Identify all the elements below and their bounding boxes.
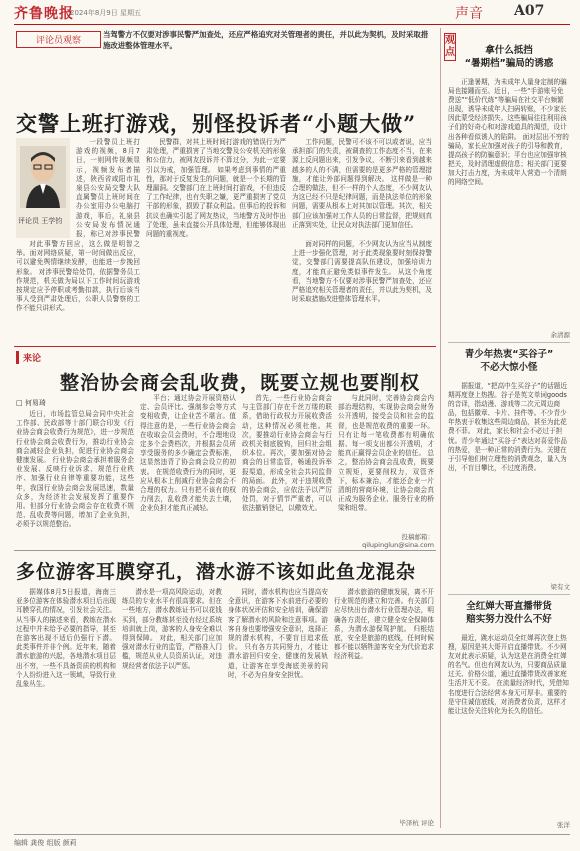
right2-author: 梁有文 xyxy=(550,583,570,591)
third-author: 毕泽杭 评论 xyxy=(399,819,434,827)
second-col2: 平台；通过协会开展资格认定、会员评比、强制参会等方式变相收费，让企业苦不堪言。值得注意的是，一些行业协会商会在收取会员会费时，不合理地设定多个会费档次，并根据会员所享受服务的多少确定会费标准，这显然违背了协会商会设立的初衷。 在规范收费行为的同时，更应从根本上削减行业协会商会不合理的权力。只有把不该有的权力削去，乱收费才能失去土壤，企业负担才能真正减轻。 xyxy=(140,394,236,513)
pen-icon: □ xyxy=(16,399,23,407)
section-rule-2 xyxy=(14,550,436,551)
second-author: 何易琦 xyxy=(24,399,46,407)
third-col2: 潜水是一项高风险运动，对教练员的专业水平有很高要求。但在一些地方，潜水教练证书可以花钱买到，部分教练甚至没有经过系统培训就上岗，游客的人身安全难以得到保障。 对此，相关部门应加强对潜水行业的监管，严格准入门槛，规范从业人员资质认证，对违规经营者依法予以严惩。 xyxy=(122,588,222,670)
author-box xyxy=(16,138,70,238)
viewpoint-tag: 观点 xyxy=(444,33,456,61)
column-tag-label: 评论员观察 xyxy=(35,36,81,46)
third-headline: 多位游客耳膜穿孔，潜水游不该如此鱼龙混杂 xyxy=(16,561,417,583)
section-rule xyxy=(14,346,436,347)
lead-byline xyxy=(18,216,70,226)
third-col4: 潜水旅游的健康发展，离不开行业规范的建立和完善。有关部门应尽快出台潜水行业管理办法，明确各方责任，建立健全安全保障体系，为潜水游保驾护航。 归根结底，安全是旅游的底线，任何时候都不能以牺牲游客安全为代价追求经济利益。 xyxy=(334,588,434,661)
second-col4: 与此同时，完善协会商会内部治理结构，实现协会商会财务公开透明，接受会员和社会的监督，也是规范收费的重要一环。只有让每一笔收费都有明确依据、每一项支出都公开透明，才能真正赢得会员企业的信任。 总之，整治协会商会乱收费，既要立规矩，更要削权力，双管齐下，标本兼治，才能还企业一片清朗的营商环境，让协会商会真正成为服务企业、服务行业的桥梁和纽带。 xyxy=(338,394,434,513)
section-name: 声音 xyxy=(455,6,483,22)
right2-title xyxy=(448,348,570,374)
right1-body: 正逢暑期，为未成年人量身定制的骗局也接踵而至。近日，一些“手游账号免费送”“低价代练”等骗局在社交平台频繁出现，诱导未成年人扫码转账，不少家长因此蒙受经济损失。这些骗局往往利用孩子们的好奇心和对游戏道具的渴望，设计出各种看似诱人的陷阱。 面对层出不穷的骗局，家长应加强对孩子的引导和教育，提高孩子的防骗意识；平台也应加强审核把关，及时清理虚假信息；相关部门更要加大打击力度，为未成年人营造一个清朗的网络空间。 xyxy=(448,78,569,187)
byline-author: 王学钧 xyxy=(41,217,63,225)
second-col1: 近日，市场监管总局会同中央社会工作部、民政部等十部门联合印发《行业协会商会收费行为规范》，进一步规范行业协会商会收费行为，推动行业协会商会减轻企业负担，促进行业协会商会健康发展。 行业协会商会承担着服务企业发展、反映行业诉求、规范行业秩序、加强行业自律等重要功能，这些年，我国行业协会商会发展迅速，数量众多，为经济社会发展发挥了重要作用。但部分行业协会商会存在收费不规范、乱收费等问题，增加了企业负担，必须予以规范整治。 xyxy=(16,410,134,529)
header-rule xyxy=(14,24,570,25)
lead-col2: 民警群，对其上班时间打游戏的错误行为严肃处理，严重损害了当地交警及公安机关的形象和公信力，被网友投诉并不算过分，为此一定要引以为戒，加强管理。 如果考虑到事情的严重性，那对于反复发生的问题，就是一个长期的管理漏洞。交警部门在上班时间打游戏，不但违反了工作纪律，也有失职之嫌，更严重损害了党员干部的形象，损毁了群众利益。但事后的投诉和抗议也确实引起了网友热议，当地警方及时作出了处理，虽未直接公开具体处理，但能够体现出问题的重视度。 xyxy=(146,138,286,239)
second-col3: 首先，一些行业协会商会与主管部门存在千丝万缕的联系，借助行政权力开展收费活动，这种情况必须杜绝。其次，要推动行业协会商会与行政机关彻底脱钩，回归社会组织本位。再次，要加强对协会商会的日常监管，畅通投诉举报渠道，形成全社会共同监督的局面。 此外，对于违规收费的协会商会，应依法予以严厉处罚，对于情节严重者，可以依法撤销登记，以儆效尤。 xyxy=(242,394,332,513)
right2-title-line1: 青少年热衷“买谷子” xyxy=(464,349,554,360)
footer-credits: 编辑 龚俊 组版 颜莉 xyxy=(14,839,77,847)
column-tag xyxy=(16,31,101,48)
second-headline: 整治协会商会乱收费，既要立规也要削权 xyxy=(60,372,421,394)
column-divider xyxy=(440,28,441,828)
page-number: A07 xyxy=(514,3,545,19)
right2-body: 据报道，“把高中生买谷子”的话题近期再度登上热搜。谷子是英文单词goods的音译，指动漫、游戏等二次元周边商品，包括徽章、卡片、挂件等。不少青少年热衷于收集这些周边商品，甚至为此花费不菲。 对此，家长和社会不必过于担忧。青少年通过“买谷子”表达对喜爱作品的热爱，是一种正常的消费行为。关键在于引导他们树立理性的消费观念，量入为出，不盲目攀比，不过度消费。 xyxy=(448,382,567,472)
masthead: 齐鲁晚报 xyxy=(14,6,74,22)
right-rule-1 xyxy=(448,342,570,343)
lead-headline: 交警上班打游戏，别怪投诉者“小题大做” xyxy=(16,111,417,136)
right1-title xyxy=(448,44,570,70)
right3-title xyxy=(448,600,570,626)
lead-col1: 一段警员上班打游戏的视频，8月7日，一则网传视频显示，视频发布者描述，陕西省咸阳市礼泉县公安局交警大队直属警员上班时间在办公室用办公电脑打游戏，事后，礼泉县公安局发布情况通报，称已对涉事民警 xyxy=(76,138,140,238)
right1-title-line1: 拿什么抵挡 xyxy=(485,45,533,56)
right3-author: 张洋 xyxy=(557,821,570,829)
right3-body: 最近，跳水运动员全红婵再次登上热搜，原因是其大哥开启直播带货。不少网友对此表示质疑，认为这是在消费全红婵的名气。但也有网友认为，只要商品质量过关、价格公道，通过直播带货改善家庭生活并无不妥。 在流量经济时代，凭借知名度进行合法经营本身无可厚非。重要的是守住诚信底线，对消费者负责，这样才能让这份关注转化为长久的信任。 xyxy=(448,634,569,715)
right2-title-line2: 不必大惊小怪 xyxy=(480,362,538,373)
second-tag: 来论 xyxy=(16,351,41,364)
issue-date: 2024年8月9日 星期五 xyxy=(70,9,141,17)
author-portrait xyxy=(20,146,66,208)
right3-title-line1: 全红婵大哥直播带货 xyxy=(466,601,552,612)
footer-rule xyxy=(14,834,570,835)
byline-label: 评论员 xyxy=(18,217,39,225)
lead-col3: 工作问题，民警可不该不可以或者说，应当承担部门的失责，被调查的工作态度不当，在来源上反问题出来，引发争议，不断引来看到越来越多的人的不满，但需要的是更多严格的管理措施，才能让外部问题得到解决。 这样做是一种合理的做法，但不一样的个人态度，不少网友认为这已经不只是纪律问题，而是执法单位的形象问题，需要从根本上对其加以管理。其次，相关部门应该加强对工作人员的日常监督，把规则真正落到实处，让民众对执法部门更加信任。 xyxy=(292,138,432,229)
third-col3: 同时，潜水机构也应当提高安全意识，在游客下水前进行必要的身体状况评估和安全培训，确保游客了解潜水的风险和注意事项。游客自身也要增强安全意识，选择正规的潜水机构，不要盲目追求低价。 只有各方共同努力，才能让潜水游回归安全、健康的发展轨道，让游客在享受海底美景的同时，不必为自身安全担忧。 xyxy=(228,588,328,679)
right1-title-line2: “暑期档”骗局的诱惑 xyxy=(464,58,554,69)
lead-col4: 面对同样的问题，不少网友认为应当从制度上进一步强化管理，对于此类现象要时刻保持警觉，交警部门需要提高队伍建设，加强培训力度，才能真正避免类似事件发生。 从这个角度看，当地警方不仅要对涉事民警严加查处，还应严格追究相关管理者的责任，并以此为契机，及时采取措施改进整体管理水平。 xyxy=(292,240,432,304)
right1-author: 余清源 xyxy=(550,331,570,339)
right3-title-line2: 赔实努力没什么不好 xyxy=(466,614,552,625)
submission-email: 投稿邮箱：qilupinglun@sina.com xyxy=(362,533,434,549)
third-col1: 据媒体8月5日报道，海南三亚多位游客在体验潜水项目后出现耳膜穿孔的情况，引发社会关注。从当事人的描述来看，教练在潜水过程中并未给予必要的指导，甚至在游客出现不适后仍强行下潜。 此类事件并非个例。近年来，随着潜水旅游的兴起，各地潜水项目层出不穷，一些不具备资质的机构和个人纷纷进入这一领域，导致行业乱象丛生。 xyxy=(16,588,116,689)
right-rule-2 xyxy=(448,594,570,595)
second-byline xyxy=(16,398,46,408)
lead-col1b: 对此事警方回应，这么做是明智之举。面对网络质疑，第一时间做出反应，可以避免舆情继续发酵，也能进一步挽回形象。 对涉事民警给处罚，依据警务员工作规范，机关做为局以下工作时间玩游戏按规定应予停职或考勤扣款，执行后该当事人受到严肃处理后，公职人员警察的工作不能只讲形式。 xyxy=(16,240,140,313)
deck: 当驾警方不仅要对涉事民警严加查处，还应严格追究对关管理者的责任，并以此为契机，及时采取措施改进整体管理水平。 xyxy=(103,30,429,50)
